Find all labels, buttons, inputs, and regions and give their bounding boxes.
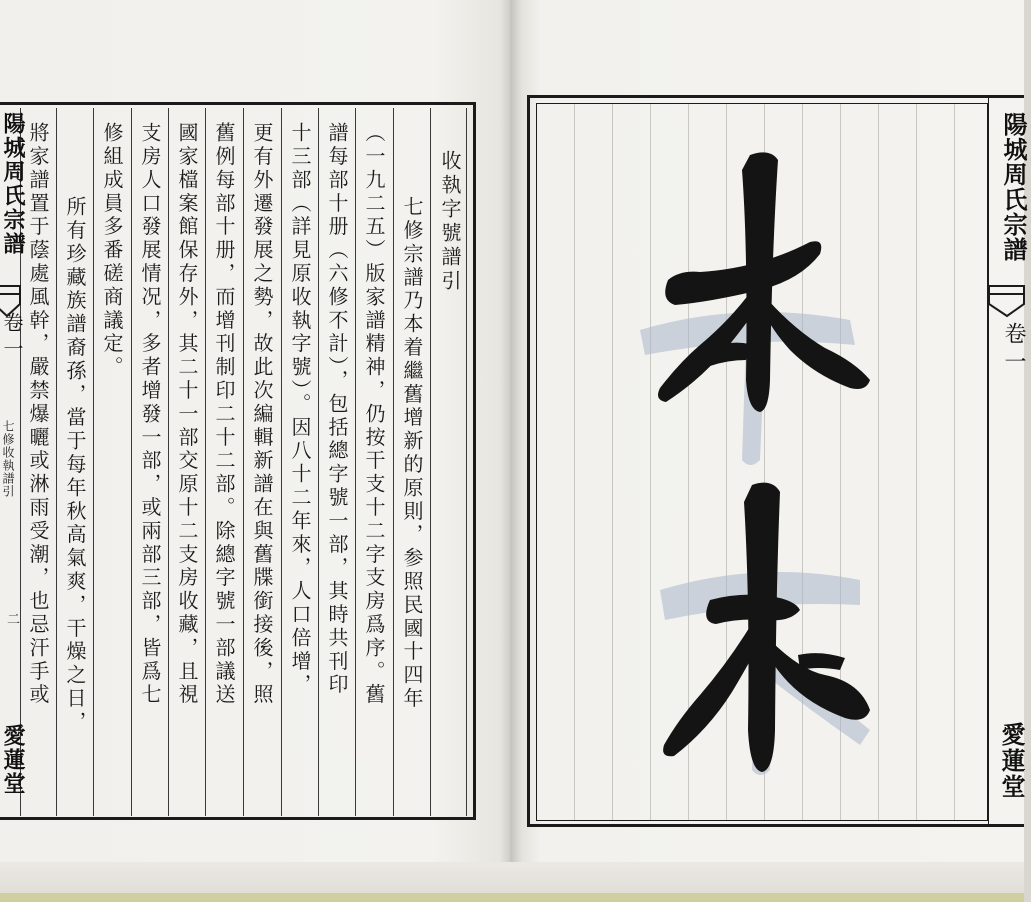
- banner-title: 陽城周氏宗譜: [0, 112, 26, 256]
- banner-hall-name: 愛蓮堂: [997, 722, 1026, 800]
- table-surface: [0, 893, 1024, 902]
- heading-text: 收執字號譜引: [438, 150, 462, 294]
- banner-volume: 卷一: [0, 312, 24, 364]
- text-column: 更有外遷發展之勢，故此次編輯新譜在與舊牒銜接後，照: [250, 122, 274, 707]
- text-column: 七修宗譜乃本着繼舊增新的原則，参照民國十四年: [400, 196, 424, 711]
- calligraphy-char-1: [658, 152, 870, 412]
- banner-volume: 卷一: [1001, 322, 1026, 378]
- text-column: 將家譜置于蔭處風幹，嚴禁爆曬或淋雨受潮，也忌汗手或: [26, 122, 50, 707]
- text-column: 國家檔案館保存外，其二十一部交原十二支房收藏，且視: [175, 122, 199, 707]
- calligraphy-artwork: [620, 130, 920, 810]
- text-column: 支房人口發展情况，多者增發一部，或兩部三部，皆爲七: [138, 122, 162, 707]
- text-column: 譜每部十册（六修不計），包括總字號一部，其時共刊印: [325, 122, 349, 697]
- banner-title: 陽城周氏宗譜: [999, 112, 1028, 262]
- section-heading: [432, 150, 468, 294]
- text-column: 所有珍藏族譜裔孫，當于每年秋高氣爽，干燥之日，: [63, 196, 87, 735]
- banner-hall-name: 愛蓮堂: [0, 724, 26, 796]
- text-column: 十三部（詳見原收執字號）。因八十二年來，人口倍增，: [288, 122, 312, 697]
- page-number: 二: [4, 612, 19, 625]
- banner-section: 七修收執譜引: [1, 420, 15, 498]
- calligraphy-characters: [620, 130, 920, 810]
- column-rule: [430, 108, 431, 816]
- text-column: 修組成員多番磋商議定。: [100, 122, 124, 380]
- fishtail-ornament: [989, 286, 1024, 326]
- text-column: （一九二五）版家譜精神，仍按干支十二字支房爲序。舊: [362, 122, 386, 707]
- banner-rule: [988, 95, 989, 827]
- text-column: 舊例每部十册，而增刊制印二十二部。除總字號一部議送: [212, 122, 236, 707]
- book-spine: [500, 0, 522, 902]
